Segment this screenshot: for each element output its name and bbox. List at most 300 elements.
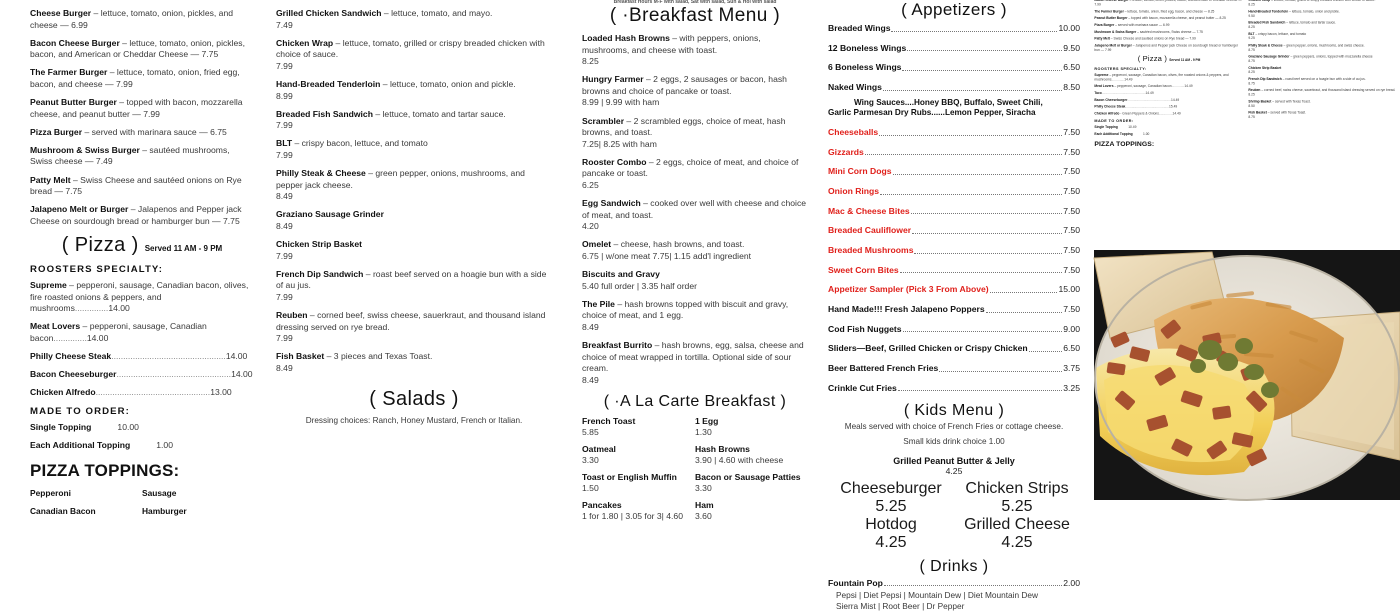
menu-row-price: 7.50 [1063, 146, 1080, 157]
menu-item-description: – 2 eggs, 2 sausages or bacon, hash browns and choice of pancake or toast. [582, 74, 787, 96]
breakfast-menu-header: ( ·Breakfast Menu ) [609, 5, 781, 26]
menu-item-description: – 3 pieces and Texas Toast. [324, 351, 433, 362]
topping-item: Canadian Bacon [30, 506, 96, 517]
menu-item-name: French Dip Sandwich [276, 268, 364, 279]
leader-dots [900, 272, 1063, 273]
leader-dots [990, 292, 1058, 293]
menu-item [1094, 0, 1243, 7]
menu-item-name: Bacon Cheese Burger [1094, 0, 1129, 2]
menu-item-price: 8.75 [1248, 115, 1255, 119]
kids-item-price: 5.25 [1001, 497, 1033, 515]
menu-row-name: Crinkle Cut Fries [828, 382, 897, 393]
menu-item [30, 8, 254, 31]
menu-item [276, 209, 552, 232]
menu-row-price: 10.00 [1058, 23, 1080, 33]
wing-sauces-note [828, 98, 1080, 119]
menu-item-price: 7.49 [276, 19, 293, 30]
menu-row [828, 304, 1080, 315]
leader-dots [911, 213, 1063, 214]
kids-item [828, 480, 954, 516]
wing-sauces-line-1: Wing Sauces....Honey BBQ, Buffalo, Sweet Chili, [854, 97, 1043, 107]
menu-row-price: 7.50 [1063, 304, 1080, 315]
menu-item [276, 109, 552, 132]
leader-dots: .............. [1171, 84, 1185, 88]
kids-item-price: 4.25 [1001, 533, 1033, 551]
menu-item-name: Biscuits and Gravy [582, 269, 660, 280]
leader-dots: .............. [74, 303, 109, 314]
menu-row-price: 6.50 [1063, 62, 1080, 73]
alacarte-name: Hash Browns [695, 443, 750, 454]
menu-item-price: 9.50 [1248, 14, 1255, 18]
menu-item-name: Hand-Breaded Tenderloin [1248, 9, 1289, 14]
menu-item-description: – topped with bacon, mozzarella cheese, and peanut butter — 7.99 [30, 97, 243, 119]
kids-menu-header: ( Kids Menu ) [903, 402, 1005, 420]
menu-row-name: Breaded Mushrooms [828, 245, 914, 256]
topping-item: Hamburger [142, 506, 187, 517]
mini-burger-list [1094, 0, 1243, 52]
menu-item-description: – sautéed mushrooms, Swiss cheese — 7.49 [30, 144, 230, 167]
leader-dots [912, 233, 1062, 234]
menu-item-price: 8.25 [1248, 70, 1255, 74]
specialty-item-name: Philly Cheese Steak [1094, 104, 1126, 109]
alacarte-item [582, 472, 695, 493]
menu-item [1248, 99, 1397, 108]
menu-item-description: – 2 scrambled eggs, choice of meat, hash browns, and toast. [582, 115, 786, 138]
menu-item-name: The Farmer Burger [30, 67, 108, 78]
mini-made-to-order-header: MADE TO ORDER: [1094, 118, 1134, 123]
alacarte-item [582, 416, 695, 437]
menu-row [828, 62, 1080, 73]
menu-item [582, 116, 808, 151]
menu-item-description: – served with marinara sauce — 6.75 [82, 126, 227, 137]
specialty-item-description: – pepperoni, sausage, Canadian bacon [1113, 84, 1172, 88]
menu-item-price: 8.49 [582, 374, 599, 385]
menu-item [276, 38, 552, 73]
sandwich-item-list [276, 8, 552, 374]
menu-item-description: – green pepper, onions, mushrooms, and pepper jack cheese. [276, 168, 525, 190]
menu-item-name: Patty Melt [1094, 36, 1110, 41]
pop-flavors-line-1: Pepsi | Diet Pepsi | Mountain Dew | Diet Mountain Dew [836, 589, 1038, 600]
kids-featured-price: 4.25 [945, 465, 963, 476]
column-appetizers-kids-drinks [820, 0, 1092, 612]
menu-item-price: 7.99 [276, 291, 293, 302]
menu-item-name: Mushroom & Swiss Burger [1094, 30, 1137, 34]
menu-item-description: – lettuce, tomato, grilled or crispy breaded chicken with choice of sauce. [1270, 0, 1376, 2]
specialty-item [1094, 84, 1243, 88]
alacarte-price: 3.90 | 4.60 with cheese [695, 454, 784, 465]
leader-dots [893, 174, 1063, 175]
specialty-item-name: Bacon Cheeseburger [30, 368, 117, 379]
menu-item-name: The Farmer Burger [1094, 9, 1124, 14]
made-to-order-price: 10.49 [1128, 125, 1137, 129]
menu-item-price: 8.49 [276, 191, 293, 202]
menu-item-description: – lettuce, tomato, onion and pickle. [1288, 9, 1340, 14]
menu-item-name: Graziano Sausage Grinder [276, 209, 384, 220]
pop-flavors-line-2: Sierra Mist | Root Beer | Dr Pepper [836, 601, 965, 612]
specialty-item-name: Meat Lovers [1094, 84, 1114, 88]
kids-featured-item [828, 456, 1080, 476]
alacarte-name: Bacon or Sausage Patties [695, 471, 801, 482]
toppings-left [30, 488, 142, 524]
menu-row-price: 8.50 [1063, 82, 1080, 93]
leader-dots [907, 50, 1062, 51]
menu-item-name: Shrimp Basket [1248, 99, 1272, 104]
menu-item-description: – 2 eggs, choice of meat, and choice of pancake or toast. [582, 156, 799, 179]
menu-row-price: 9.50 [1063, 42, 1080, 53]
menu-row [828, 166, 1080, 177]
leader-dots: ................................................ [1125, 104, 1170, 109]
menu-row [828, 363, 1080, 374]
menu-row-price: 7.50 [1063, 225, 1080, 236]
menu-item-description: – crispy bacon, lettuce, and tomato [292, 138, 428, 149]
alacarte-name: Toast or English Muffin [582, 471, 677, 482]
menu-item-name: Reuben [276, 309, 308, 320]
menu-item-description: – green peppers, onions, topped with mozzarella cheese [1289, 54, 1373, 59]
menu-item-price: 8.75 [1248, 81, 1255, 86]
menu-row-name: Mini Corn Dogs [828, 166, 892, 177]
leader-dots [884, 585, 1062, 586]
breakfast-omelet-plate-photo [1094, 250, 1400, 500]
pizza-toppings-columns [30, 488, 254, 524]
leader-dots: ................................................ [116, 368, 232, 379]
specialty-item-price: 14.00 [225, 350, 248, 361]
menu-row-price: 7.50 [1063, 186, 1080, 197]
specialty-item [30, 280, 254, 315]
menu-item-name: Breakfast Burrito [582, 340, 653, 351]
specialty-item-name: Meat Lovers [30, 321, 81, 332]
leader-dots: ................................................ [95, 387, 211, 398]
made-to-order-name: Each Additional Topping [30, 439, 131, 450]
menu-row [828, 43, 1080, 54]
menu-item [582, 239, 808, 262]
appetizers-header: ( Appetizers ) [901, 0, 1007, 19]
menu-item-description: – topped with bacon, mozzarella cheese, and peanut butter — 8.25 [1127, 16, 1226, 21]
column-burgers-pizza [0, 0, 268, 517]
fountain-pop-price: 2.00 [1063, 577, 1080, 588]
menu-item-price: 8.50 [1248, 104, 1255, 108]
menu-item-price: 8.49 [276, 220, 293, 231]
alacarte-price: 3.60 [695, 510, 712, 521]
menu-item-description: – corned beef, swiss cheese, sauerkraut, and thousand island dressing served on rye bread. [276, 309, 546, 332]
menu-row-name: Cheeseballs [828, 127, 879, 137]
kids-item-name: Hotdog [865, 515, 917, 533]
mini-made-to-order-list [1094, 125, 1243, 136]
menu-item-name: Chicken Strip Basket [276, 239, 362, 249]
menu-row [828, 265, 1080, 276]
menu-row-name: Mac & Cheese Bites [828, 205, 910, 216]
made-to-order-item [1094, 125, 1243, 129]
menu-row-name: Hand Made!!! Fresh Jalapeno Poppers [828, 304, 985, 315]
menu-item-description: – sautéed mushrooms, Swiss cheese — 7.75 [1136, 30, 1203, 34]
menu-item [1248, 88, 1397, 97]
menu-item-price: 8.25 [1248, 25, 1255, 29]
menu-item-price: 8.99 [276, 90, 293, 101]
menu-item-description: – served with Texas Toast. [1271, 99, 1311, 104]
menu-item [582, 198, 808, 233]
menu-item-name: Philly Steak & Cheese [276, 168, 366, 179]
menu-row-price: 9.00 [1063, 323, 1080, 334]
leader-dots [880, 194, 1062, 195]
menu-row-price: 7.50 [1063, 166, 1080, 177]
specialty-item-price: 15.49 [1169, 104, 1178, 109]
menu-row-name: Breaded Cauliflower [828, 225, 912, 236]
menu-item-name: Scrambler [582, 115, 625, 126]
breakfast-item-list [582, 33, 808, 386]
menu-item [1248, 43, 1397, 52]
kids-item [828, 516, 954, 552]
specialty-item-name: Philly Cheese Steak [30, 350, 112, 361]
kids-item-price: 4.25 [875, 533, 907, 551]
menu-item-name: Graziano Sausage Grinder [1248, 54, 1290, 59]
made-to-order-list [30, 422, 254, 452]
specialty-item [30, 321, 254, 344]
pizza-section-header [30, 234, 254, 257]
menu-item [1248, 66, 1397, 75]
menu-item-description: – cooked over well with cheese and choice of meat, and toast. [582, 198, 807, 220]
alacarte-name: French Toast [582, 415, 636, 426]
menu-row [828, 225, 1080, 236]
menu-item-description: – corned beef, swiss cheese, sauerkraut, and thousand island dressing served on rye bread. [1260, 88, 1396, 92]
menu-item-description: – roast beef served on a hoagie bun with a side of au jus. [276, 268, 547, 291]
menu-row-name: 12 Boneless Wings [828, 42, 907, 53]
menu-item [276, 138, 552, 161]
alacarte-item [695, 472, 808, 493]
menu-item-name: Rooster Combo [582, 156, 647, 167]
made-to-order-item [30, 440, 254, 452]
menu-item-price: 6.25 [582, 180, 599, 191]
menu-item [1094, 43, 1243, 52]
kids-col-left [828, 480, 954, 552]
specialty-item-name: Chicken Alfredo [30, 387, 96, 398]
burger-item-list [30, 8, 254, 227]
menu-item [276, 79, 552, 102]
menu-item [1094, 9, 1243, 13]
alacarte-item [582, 500, 695, 521]
menu-item [30, 38, 254, 61]
menu-item-description: – served with Texas Toast. [1266, 110, 1306, 115]
kids-item [954, 480, 1080, 516]
menu-item [582, 157, 808, 192]
menu-row-name: 6 Boneless Wings [828, 62, 902, 73]
menu-item [276, 310, 552, 345]
leader-dots [898, 390, 1062, 391]
specialty-item-description: – pepperoni, sausage, Canadian bacon, olives, fire roasted onions & peppers, and mushrooms [30, 279, 249, 314]
menu-item [582, 33, 808, 68]
menu-item [582, 299, 808, 334]
specialty-item [1094, 111, 1243, 115]
menu-item-name: Hungry Farmer [582, 74, 644, 85]
specialty-item-name: Supreme [1094, 73, 1109, 77]
pizza-header-text: ( Pizza ) [61, 233, 139, 256]
menu-item [30, 97, 254, 120]
made-to-order-item [30, 422, 254, 434]
menu-row [828, 383, 1080, 394]
menu-row-price: 3.75 [1063, 363, 1080, 374]
menu-item-description: – Jalapenos and Pepper jack Cheese on sourdough bread or hamburger bun — 7.99 [1094, 43, 1239, 52]
menu-item-description: – roast beef served on a hoagie bun with a side of au jus. [1281, 77, 1366, 81]
menu-row-name: Sliders—Beef, Grilled Chicken or Crispy Chicken [828, 343, 1028, 354]
menu-item-name: Bacon Cheese Burger [30, 37, 120, 48]
menu-item-name: Philly Steak & Cheese [1248, 43, 1283, 47]
menu-item-price: 8.25 [582, 56, 599, 67]
menu-item-price: 8.49 [582, 321, 599, 332]
menu-item-price: 7.99 [276, 333, 293, 344]
alacarte-item [582, 444, 695, 465]
kids-item-name: Grilled Cheese [964, 515, 1070, 533]
alacarte-breakfast-header: ( ·A La Carte Breakfast ) [603, 392, 787, 410]
roosters-specialty-header: ROOSTERS SPECIALTY: [30, 263, 164, 275]
leader-dots [986, 312, 1063, 313]
leader-dots [891, 31, 1057, 32]
topping-item: Pepperoni [30, 488, 71, 499]
menu-item-name: Grilled Chicken Sandwich [276, 8, 382, 18]
menu-item-name: Jalapeno Melt or Burger [30, 204, 129, 215]
leader-dots [865, 154, 1062, 155]
menu-row [828, 147, 1080, 158]
made-to-order-price: 1.00 [1143, 132, 1150, 136]
kids-item-price: 5.25 [875, 497, 907, 515]
menu-item-name: Breaded Fish Sandwich [276, 108, 373, 119]
leader-dots: ................................................ [111, 350, 226, 361]
alacarte-name: Oatmeal [582, 443, 616, 454]
specialty-item [30, 351, 254, 363]
kids-item-name: Chicken Strips [965, 479, 1069, 497]
menu-item-description: – crispy bacon, lettuce, and tomato [1254, 32, 1307, 36]
alacarte-price: 1 for 1.80 | 3.05 for 3| 4.60 [582, 510, 683, 521]
menu-item [1094, 37, 1243, 41]
menu-item [30, 145, 254, 168]
specialty-item [30, 369, 254, 381]
menu-item [276, 8, 552, 31]
menu-item-description: – green pepper, onions, mushrooms, and swiss cheese. [1282, 43, 1365, 47]
kids-item-name: Cheeseburger [840, 479, 942, 497]
menu-item-name: The Pile [582, 298, 615, 309]
menu-item-name: Loaded Hash Browns [582, 33, 670, 43]
menu-row [828, 186, 1080, 197]
menu-item [1094, 16, 1243, 20]
specialty-item-price: 14.00 [231, 368, 253, 379]
leader-dots: .............. [1159, 111, 1173, 116]
menu-item [1094, 23, 1243, 27]
salads-section-header: ( Salads ) [369, 388, 459, 411]
made-to-order-name: Single Topping [30, 421, 92, 432]
mini-column-right [1246, 0, 1400, 151]
menu-item-description: – lettuce, tomato, onion, pickles, bacon, and American or Cheddar Cheese — 7.99 [1094, 0, 1242, 7]
specialty-item-name: Bacon Cheeseburger [1094, 97, 1128, 102]
topping-item: Sausage [142, 488, 177, 499]
mini-column-left [1092, 0, 1246, 151]
made-to-order-item [1094, 132, 1243, 136]
specialty-item-description: – pepperoni, sausage, Canadian bacon, olives, fire roasted onions & peppers, and mushrooms [1094, 73, 1229, 82]
mini-pizza-header [1094, 55, 1243, 64]
menu-item [30, 204, 254, 227]
pizza-header-note: Served 11 AM - 9 PM [144, 243, 223, 253]
menu-item-price: 8.99 | 9.99 with ham [582, 97, 660, 108]
menu-item [1248, 32, 1397, 41]
specialty-item [1094, 91, 1243, 95]
mini-pizza-header-text: ( Pizza ) [1137, 54, 1168, 64]
menu-item-price: 8.75 [1248, 47, 1255, 52]
menu-item-price: 7.99 [276, 250, 293, 261]
specialty-item-price: 13.00 [210, 387, 232, 398]
menu-item-name: French Dip Sandwich [1248, 77, 1282, 81]
made-to-order-name: Single Topping [1094, 125, 1118, 129]
menu-item-price: 8.25 [1248, 92, 1255, 97]
alacarte-columns [582, 416, 808, 528]
menu-item [1248, 9, 1397, 18]
column-breakfast [574, 0, 818, 521]
specialty-item-price: 14.49 [1145, 91, 1154, 95]
menu-item-name: Mushroom & Swiss Burger [30, 144, 140, 155]
menu-row-name: Sweet Corn Bites [828, 264, 899, 275]
leader-dots: ................................................ [1127, 97, 1172, 102]
menu-row [828, 206, 1080, 217]
menu-item-price: 7.99 [276, 120, 293, 131]
menu-item-description: – lettuce, tomato, onion, pickles, bacon, and American or Cheddar Cheese — 7.75 [30, 37, 245, 60]
leader-dots: ................................................ [1101, 91, 1146, 95]
menu-item-name: Reuben [1248, 88, 1261, 92]
menu-item [30, 127, 254, 139]
menu-item-description: – Jalapenos and Pepper jack Cheese on sourdough bread or hamburger bun — 7.75 [30, 204, 242, 226]
specialty-item [1094, 98, 1243, 102]
menu-item [1248, 54, 1397, 63]
menu-item [582, 340, 808, 386]
leader-dots [914, 253, 1062, 254]
menu-item-description: – lettuce, tomato, and mayo. [381, 8, 493, 18]
menu-item-description: – served with marinara sauce — 6.99 [1114, 23, 1170, 27]
menu-item-name: Breaded Fish Sandwich [1248, 20, 1286, 25]
menu-item-description: – Swiss Cheese and sautéed onions on Rye bread — 7.75 [30, 174, 242, 197]
menu-item [276, 168, 552, 203]
specialty-item-name: Chicken Alfredo [1094, 111, 1120, 116]
menu-item-name: Pizza Burger [1094, 23, 1115, 27]
alacarte-price: 3.30 [695, 482, 712, 493]
alacarte-left [582, 416, 695, 528]
menu-row-price: 7.50 [1063, 245, 1080, 256]
mini-specialty-header: ROOSTERS SPECIALTY: [1094, 66, 1147, 71]
alacarte-price: 3.30 [582, 454, 599, 465]
mini-pizza-toppings-header: PIZZA TOPPINGS: [1094, 140, 1155, 148]
menu-item-description: – lettuce, tomato, grilled or crispy breaded chicken with choice of sauce. [276, 37, 545, 60]
alacarte-item [695, 444, 808, 465]
menu-item-price: 8.49 [276, 362, 293, 373]
menu-item-name: Cheese Burger [30, 8, 92, 18]
wing-sauces-line-2: Garlic Parmesan Dry Rubs......Lemon Pepper, Siracha [828, 108, 1036, 118]
mini-menu-preview-panel [1092, 0, 1400, 222]
alacarte-price: 1.30 [695, 426, 712, 437]
menu-row-name: Appetizer Sampler (Pick 3 From Above) [828, 284, 989, 295]
leader-dots: .............. [1111, 77, 1125, 82]
alacarte-name: 1 Egg [695, 415, 719, 426]
menu-item-name: Omelet [582, 239, 612, 250]
specialty-item-price: 14.49 [1172, 111, 1181, 116]
fountain-pop-name: Fountain Pop [828, 577, 883, 588]
menu-item [30, 67, 254, 90]
menu-item-description: – Swiss Cheese and sautéed onions on Rye bread — 7.99 [1109, 36, 1196, 41]
made-to-order-name: Each Additional Topping [1094, 132, 1133, 136]
specialty-item-price: 14.49 [1184, 84, 1193, 88]
pizza-toppings-header: PIZZA TOPPINGS: [30, 461, 180, 481]
specialty-item-price: 14.00 [86, 332, 109, 343]
menu-row [828, 127, 1080, 138]
menu-row-name: Cod Fish Nuggets [828, 323, 902, 334]
menu-item [276, 269, 552, 304]
kids-item-grid [828, 480, 1080, 552]
menu-item [30, 175, 254, 198]
menu-item-description: – hash browns topped with biscuit and gravy, choice of meat, and 1 egg. [582, 298, 789, 321]
leader-dots [883, 90, 1062, 91]
kids-item [954, 516, 1080, 552]
